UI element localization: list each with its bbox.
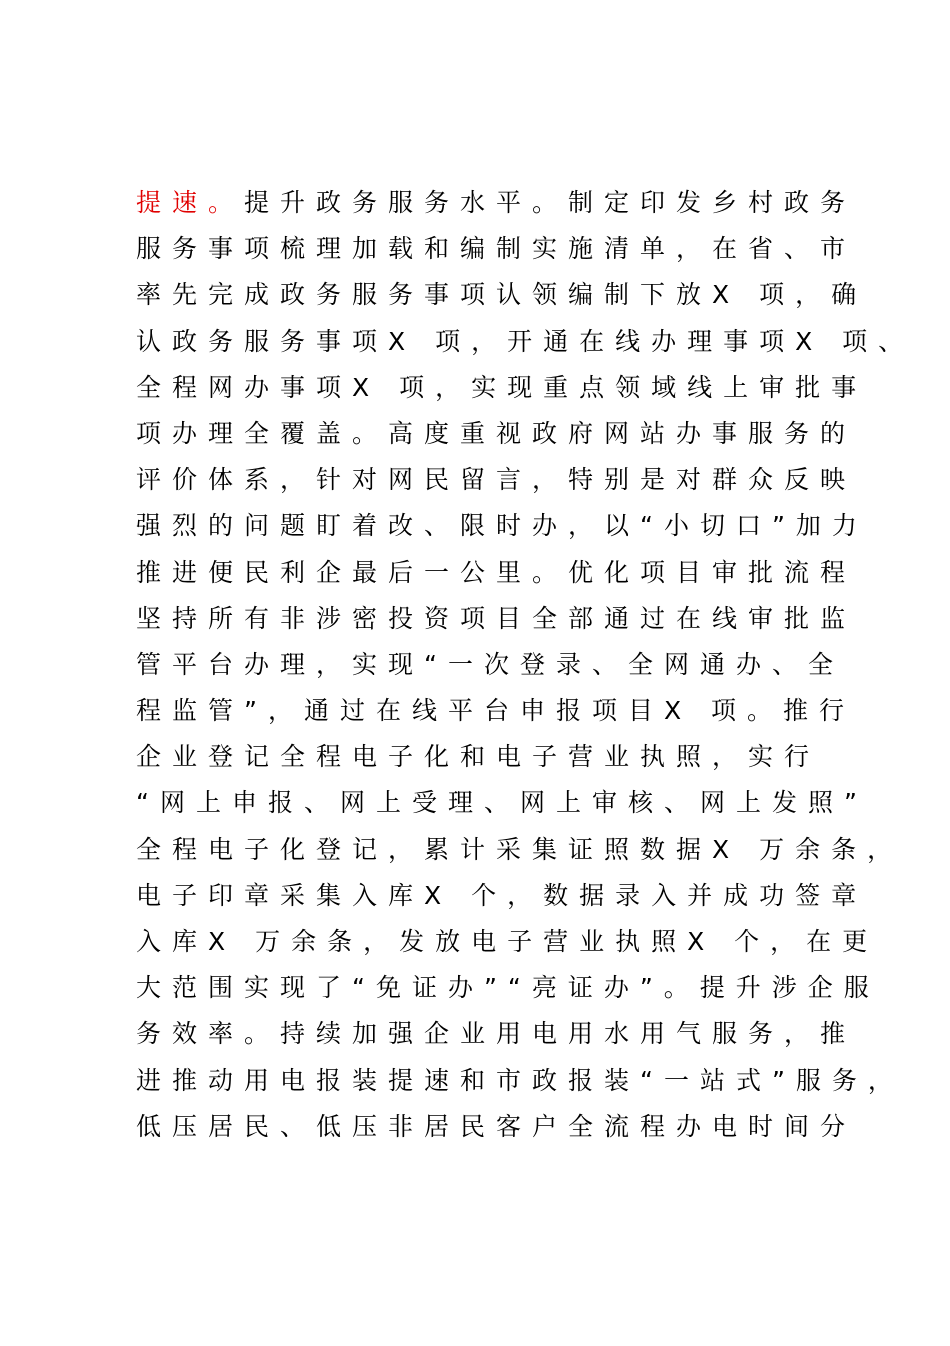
- text-line: 全程电子化登记，累计采集证照数据X 万余条，: [136, 834, 904, 864]
- text-line: 项办理全覆盖。高度重视政府网站办事服务的: [136, 418, 857, 448]
- text-line: 企业登记全程电子化和电子营业执照，实行: [136, 742, 821, 772]
- text-line: 坚持所有非涉密投资项目全部通过在线审批监: [136, 603, 857, 633]
- text-line: 电子印章采集入库X 个，数据录入并成功签章: [136, 880, 868, 910]
- text-line: 认政务服务事项X 项，开通在线办理事项X 项、: [136, 326, 915, 356]
- line-text: 提升政务服务水平。制定印发乡村政务: [244, 188, 857, 217]
- text-line: [136, 180, 857, 226]
- text-line: “网上申报、网上受理、网上审核、网上发照”: [136, 788, 868, 818]
- text-line: 评价体系，针对网民留言，特别是对群众反映: [136, 465, 857, 495]
- text-line: 率先完成政务服务事项认领编制下放X 项，确: [136, 280, 868, 310]
- text-line: 进推动用电报装提速和市政报装“一站式”服务，: [136, 1065, 904, 1095]
- text-line: 入库X 万余条，发放电子营业执照X 个，在更: [136, 927, 879, 956]
- text-line: 大范围实现了“免证办”“亮证办”。提升涉企服: [136, 973, 880, 1003]
- text-line: 全程网办事项X 项，实现重点领域线上审批事: [136, 372, 868, 402]
- text-line: 强烈的问题盯着改、限时办，以“小切口”加力: [136, 511, 868, 541]
- text-line: 程监管”，通过在线平台申报项目X 项。推行: [136, 696, 856, 726]
- text-line: 推进便民利企最后一公里。优化项目审批流程: [136, 557, 857, 587]
- text-line: 低压居民、低压非居民客户全流程办电时间分: [136, 1111, 857, 1141]
- document-body: [136, 180, 915, 1150]
- text-line: 务效率。持续加强企业用电用水用气服务，推: [136, 1019, 857, 1049]
- text-line: 管平台办理，实现“一次登录、全网通办、全: [136, 649, 844, 679]
- highlighted-text: 提速。: [136, 188, 245, 217]
- text-line: 服务事项梳理加载和编制实施清单，在省、市: [136, 234, 857, 264]
